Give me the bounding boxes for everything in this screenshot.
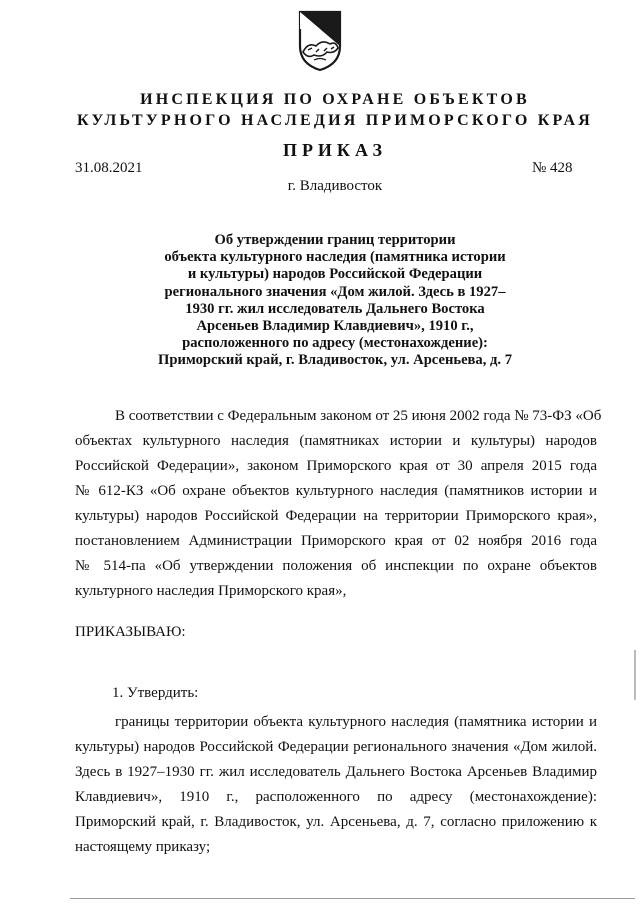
- order-subject: [120, 232, 550, 370]
- scan-edge-mark: [634, 650, 636, 700]
- preamble-line: Российской Федерации», законом Приморского края от 30 апреля 2015 года: [75, 458, 597, 474]
- order-word: ПРИКАЗЫВАЮ:: [75, 624, 186, 640]
- document-city: г. Владивосток: [287, 178, 383, 194]
- item-line: Приморский край, г. Владивосток, ул. Арсеньева, д. 7, согласно приложению к: [75, 814, 597, 830]
- organization-name-line1: ИНСПЕКЦИЯ ПО ОХРАНЕ ОБЪЕКТОВ: [140, 91, 530, 108]
- subject-line: Арсеньев Владимир Клавдиевич», 1910 г.,: [196, 318, 474, 335]
- item-line: Здесь в 1927–1930 гг. жил исследователь Дальнего Востока Арсеньев Владимир: [75, 764, 597, 780]
- coat-of-arms-icon: [294, 8, 346, 72]
- document-date: 31.08.2021: [75, 160, 143, 176]
- subject-line: Об утверждении границ территории: [214, 232, 456, 248]
- item-line: культуры) народов Российской Федерации регионального значения «Дом жилой.: [75, 739, 597, 755]
- item-line: Клавдиевич», 1910 г., расположенного по адресу (местонахождение):: [75, 789, 597, 805]
- subject-line: Приморский край, г. Владивосток, ул. Арсеньева, д. 7: [158, 352, 512, 369]
- preamble-line: № 612-КЗ «Об охране объектов культурного наследия (памятников истории и: [75, 483, 597, 499]
- preamble-line: объектах культурного наследия (памятниках истории и культуры) народов: [75, 433, 597, 449]
- preamble-line: постановлением Администрации Приморского края от 02 ноября 2016 года: [75, 533, 597, 549]
- subject-line: 1930 гг. жил исследователь Дальнего Востока: [185, 300, 485, 317]
- scan-bottom-rule: [70, 898, 635, 899]
- document-number: № 428: [532, 160, 573, 176]
- subject-line: расположенного по адресу (местонахождение):: [182, 335, 488, 352]
- item-1-heading: 1. Утвердить:: [112, 685, 199, 701]
- organization-name-line2: КУЛЬТУРНОГО НАСЛЕДИЯ ПРИМОРСКОГО КРАЯ: [77, 112, 593, 129]
- preamble-line: культурного наследия Приморского края»,: [75, 583, 347, 599]
- subject-line: регионального значения «Дом жилой. Здесь в 1927–: [164, 283, 506, 300]
- preamble-line: В соответствии с Федеральным законом от 25 июня 2002 года № 73-ФЗ «Об: [115, 408, 602, 424]
- preamble-line: № 514-па «Об утверждении положения об инспекции по охране объектов: [75, 558, 597, 574]
- subject-line: объекта культурного наследия (памятника истории: [164, 249, 506, 266]
- document-type: ПРИКАЗ: [282, 140, 388, 160]
- item-line: границы территории объекта культурного наследия (памятника истории и: [115, 714, 597, 730]
- preamble-line: культуры) народов Российской Федерации на территории Приморского края»,: [75, 508, 597, 524]
- subject-line: и культуры) народов Российской Федерации: [187, 266, 483, 283]
- item-line: настоящему приказу;: [75, 839, 211, 855]
